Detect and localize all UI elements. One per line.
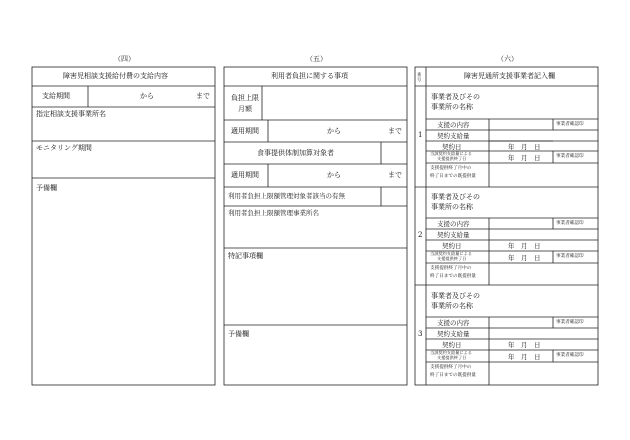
limit-label-line2: 月額 xyxy=(238,105,252,113)
contract-amount-label: 契約支給量 xyxy=(437,132,470,140)
support-end-small-line1: 当該契約支給量による xyxy=(430,350,472,355)
confirm-seal-label: 事業者確認印 xyxy=(556,221,584,226)
apply-period-to-2: まで xyxy=(388,171,402,179)
meal-addition-label: 食事提供体制加算対象者 xyxy=(257,149,334,157)
end-month-provided-line1: 支援提供終了月中の xyxy=(430,365,472,370)
confirm-seal-label: 事業者確認印 xyxy=(556,122,584,127)
contract-date-ymd: 年 月 日 xyxy=(508,341,541,349)
apply-period-label-1: 適用期間 xyxy=(231,127,259,135)
end-month-provided-line2: 終了日までの既提供量 xyxy=(430,174,476,179)
support-content-label: 支援の内容 xyxy=(437,121,470,129)
contract-amount-label: 契約支給量 xyxy=(437,330,470,338)
apply-period-from-2: から xyxy=(327,171,341,179)
support-end-ymd: 年 月 日 xyxy=(508,154,541,162)
section-six-number: （六） xyxy=(497,55,518,63)
row-number: 3 xyxy=(418,330,423,338)
limit-label-line1: 負担上限 xyxy=(231,94,259,102)
limit-management-agency: 利用者負担上限額管理事業所名 xyxy=(228,209,319,217)
support-end-small-line2: 支援提供終了日 xyxy=(437,256,467,261)
section-four-notes-label: 予備欄 xyxy=(36,184,57,192)
row-number: 1 xyxy=(418,131,423,139)
provider-name-line1: 事業者及びその xyxy=(431,193,480,201)
support-end-small-line1: 当該契約支給量による xyxy=(430,151,472,156)
provider-name-line2: 事業所の名称 xyxy=(431,302,473,310)
section-five-notes-label: 予備欄 xyxy=(228,330,249,338)
apply-period-label-2: 適用期間 xyxy=(231,171,259,179)
provider-name-line2: 事業所の名称 xyxy=(431,203,473,211)
confirm-seal-label: 事業者確認印 xyxy=(556,154,584,159)
provider-name-line2: 事業所の名称 xyxy=(431,103,473,111)
special-notes-label: 特記事項欄 xyxy=(228,252,263,260)
apply-period-to-1: まで xyxy=(388,127,402,135)
confirm-seal-label: 事業者確認印 xyxy=(556,254,584,259)
section-four-title: 障害児相談支援給付費の支給内容 xyxy=(63,72,168,80)
support-content-label: 支援の内容 xyxy=(437,319,470,327)
contract-amount-label: 契約支給量 xyxy=(437,231,470,239)
confirm-seal-label: 事業者確認印 xyxy=(556,353,584,358)
section-five-number: （五） xyxy=(306,55,327,63)
support-end-small-line2: 支援提供終了日 xyxy=(437,355,467,360)
support-end-ymd: 年 月 日 xyxy=(508,353,541,361)
consult-agency-label: 指定相談支援事業所名 xyxy=(36,110,106,118)
support-period-label: 支給期間 xyxy=(42,92,70,100)
row-number: 2 xyxy=(418,231,423,239)
support-end-ymd: 年 月 日 xyxy=(508,254,541,262)
end-month-provided-line1: 支援提供終了月中の xyxy=(430,166,472,171)
contract-date-label: 契約日 xyxy=(442,242,462,250)
support-content-label: 支援の内容 xyxy=(437,220,470,228)
contract-date-label: 契約日 xyxy=(442,341,462,349)
section-five-frame xyxy=(224,67,407,385)
period-to: まで xyxy=(196,92,210,100)
section-six-title: 障害児通所支援事業者記入欄 xyxy=(464,72,555,80)
provider-name-line1: 事業者及びその xyxy=(431,292,480,300)
contract-date-ymd: 年 月 日 xyxy=(508,143,541,151)
end-month-provided-line1: 支援提供終了月中の xyxy=(430,266,472,271)
period-from: から xyxy=(140,92,154,100)
confirm-seal-label: 事業者確認印 xyxy=(556,320,584,325)
contract-date-ymd: 年 月 日 xyxy=(508,242,541,250)
provider-name-line1: 事業者及びその xyxy=(431,93,480,101)
end-month-provided-line2: 終了日までの既提供量 xyxy=(430,274,476,279)
end-month-provided-line2: 終了日までの既提供量 xyxy=(430,373,476,378)
section-four-number: （四） xyxy=(114,55,135,63)
support-end-small-line1: 当該契約支給量による xyxy=(430,251,472,256)
limit-management-target: 利用者負担上限額管理対象者該当の有無 xyxy=(228,192,345,200)
monitoring-period-label: モニタリング期間 xyxy=(36,144,92,152)
contract-date-label: 契約日 xyxy=(442,143,462,151)
support-end-small-line2: 支援提供終了日 xyxy=(437,156,467,161)
number-header: 番号 xyxy=(417,72,422,82)
section-five-title: 利用者負担に関する事項 xyxy=(271,72,348,80)
apply-period-from-1: から xyxy=(327,127,341,135)
